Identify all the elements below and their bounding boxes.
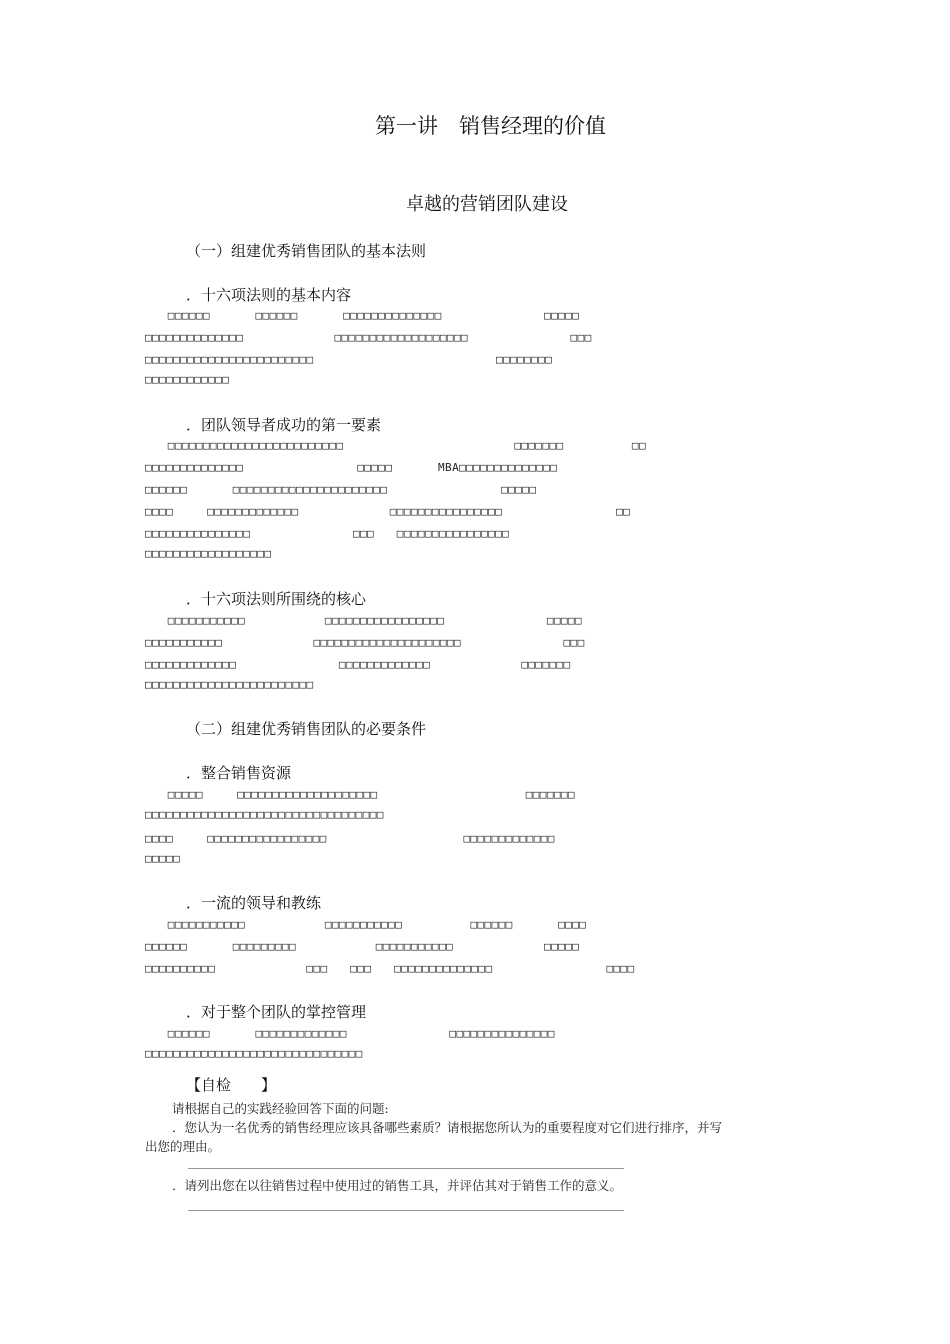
garbled-text-line: □□□□□□□□□□ □□□ □□□ □□□□□□□□□□□□□□ □□□□	[145, 962, 635, 975]
item-heading-2-1: ．整合销售资源	[186, 764, 292, 782]
question-1-line-2: 出您的理由。	[145, 1139, 221, 1154]
garbled-text-line: □□□□□□□□□□□□□□□□□□□□□□□□□ □□□□□□□ □□	[145, 439, 646, 452]
question-1-line-1: ．您认为一名优秀的销售经理应该具备哪些素质？请根据您所认为的重要程度对它们进行排序，并写	[172, 1120, 723, 1135]
self-check-label: 【自检 】	[186, 1076, 277, 1094]
garbled-text-line: □□□□□ □□□□□□□□□□□□□□□□□□□□ □□□□□□□	[145, 788, 575, 801]
page-title: 第一讲 销售经理的价值	[375, 114, 606, 138]
garbled-text-line: □□□□□□□□□□□□□□ □□□□□ MBA□□□□□□□□□□□□□□	[145, 461, 558, 474]
garbled-text-line: □□□□□□□□□□□ □□□□□□□□□□□ □□□□□□ □□□□	[145, 918, 587, 931]
garbled-text-line: □□□□□□□□□□□□□□ □□□□□□□□□□□□□□□□□□□ □□□	[145, 331, 592, 344]
page-subtitle: 卓越的营销团队建设	[406, 194, 568, 215]
garbled-text-line: □□□□□□□□□□□□□□□□□□□□□□□□	[145, 678, 314, 691]
garbled-text-line: □□□□ □□□□□□□□□□□□□ □□□□□□□□□□□□□□□□ □□	[145, 505, 631, 518]
item-heading-2-2: ．一流的领导和教练	[186, 894, 322, 912]
item-heading-1-2: ．团队领导者成功的第一要素	[186, 416, 382, 434]
item-heading-1-3: ．十六项法则所围绕的核心	[186, 590, 367, 608]
garbled-text-line: □□□□□□□□□□□□□□□□□□□□□□□□ □□□□□□□□	[145, 353, 553, 366]
garbled-text-line: □□□□□□ □□□□□□□□□□□□□ □□□□□□□□□□□□□□□	[145, 1027, 555, 1040]
section-heading-1: （一）组建优秀销售团队的基本法则	[186, 242, 427, 260]
garbled-text-line: □□□□□□□□□□□□□ □□□□□□□□□□□□□ □□□□□□□	[145, 658, 571, 671]
section-heading-2: （二）组建优秀销售团队的必要条件	[186, 720, 427, 738]
garbled-text-line: □□□□□□□□□□□□□□□□□□□□□□□□□□□□□□□□□□	[145, 808, 384, 821]
garbled-text-line: □□□□□□ □□□□□□□□□□□□□□□□□□□□□□ □□□□□	[145, 483, 537, 496]
garbled-text-line: □□□□□□□□□□□□□□□□□□	[145, 547, 272, 560]
garbled-text-line: □□□□□□ □□□□□□□□□ □□□□□□□□□□□ □□□□□	[145, 940, 580, 953]
garbled-text-line: □□□□□□□□□□□□□□□□□□□□□□□□□□□□□□□	[145, 1047, 363, 1060]
garbled-text-line: □□□□□□□□□□□ □□□□□□□□□□□□□□□□□ □□□□□	[145, 614, 582, 627]
garbled-text-line: □□□□□□ □□□□□□ □□□□□□□□□□□□□□ □□□□□	[145, 309, 580, 322]
garbled-text-line: □□□□□□□□□□□ □□□□□□□□□□□□□□□□□□□□□ □□□	[145, 636, 585, 649]
question-2: ．请列出您在以往销售过程中使用过的销售工具，并评估其对于销售工作的意义。	[172, 1178, 623, 1193]
item-heading-2-3: ．对于整个团队的掌控管理	[186, 1003, 367, 1021]
answer-line-2	[188, 1210, 624, 1211]
answer-line-1	[188, 1168, 624, 1169]
garbled-text-line: □□□□□□□□□□□□□□□ □□□ □□□□□□□□□□□□□□□□	[145, 527, 510, 540]
item-heading-1-1: ．十六项法则的基本内容	[186, 286, 352, 304]
garbled-text-line: □□□□ □□□□□□□□□□□□□□□□□ □□□□□□□□□□□□□	[145, 832, 555, 845]
garbled-text-line: □□□□□□□□□□□□	[145, 373, 230, 386]
self-check-intro: 请根据自己的实践经验回答下面的问题:	[172, 1101, 389, 1116]
garbled-text-line: □□□□□	[145, 852, 181, 865]
